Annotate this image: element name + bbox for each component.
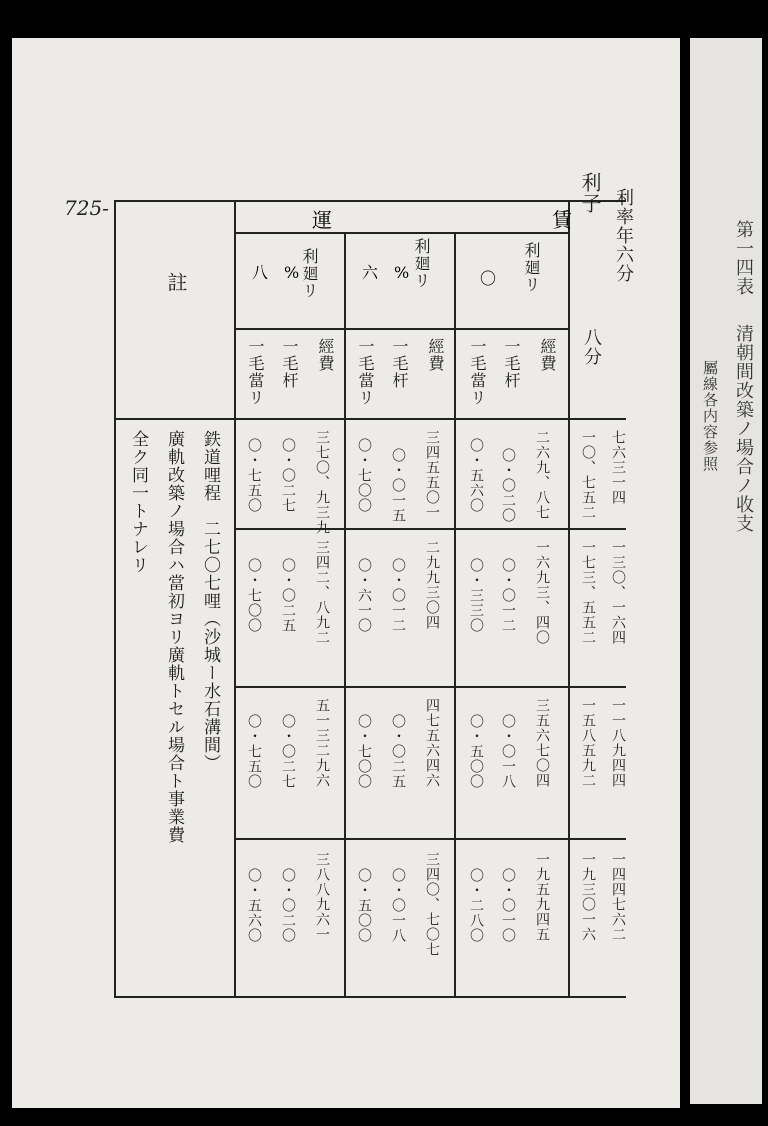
row3-g2-perton: 〇・五〇〇 — [356, 868, 372, 943]
note-heading: 註 — [164, 272, 188, 293]
row1-g1-perken: 〇・〇二五 — [280, 558, 296, 633]
side-text-2: 清朝間改築ノ場合ノ收支 — [733, 324, 754, 533]
row0-g1-expense: 三七〇、九三九 — [314, 430, 330, 535]
row2-g1-perton: 〇・七五〇 — [246, 714, 262, 789]
row1-g2-perken: 〇・〇一二 — [390, 558, 406, 633]
row0-g3-perton: 〇・五六〇 — [468, 438, 484, 513]
g1-perken-head: 一毛杆 — [280, 338, 299, 389]
row1-g2-perton: 〇・六一〇 — [356, 558, 372, 633]
g1-expense-head: 經費 — [316, 338, 335, 372]
row0-g3-expense: 二六九、八七 — [534, 430, 550, 520]
g2-perton-head: 一毛當リ — [356, 338, 375, 406]
row3-g2-perken: 〇・〇一八 — [390, 868, 406, 943]
row1-rate2: 一七三、五五二 — [580, 540, 596, 645]
row0-g2-perken: 〇・〇一五 — [390, 448, 406, 523]
group1-pct: 八 % — [252, 263, 300, 282]
rate-label: 利率年六分 — [613, 188, 634, 283]
g3-expense-head: 經費 — [538, 338, 557, 372]
row0-g1-perken: 〇・〇二七 — [280, 438, 296, 513]
row3-g1-perken: 〇・〇二〇 — [280, 868, 296, 943]
note-line-1: 鉄道哩程 二七〇七哩（沙城ー水石溝間） — [200, 430, 220, 772]
row2-g1-expense: 五一三二九六 — [314, 698, 330, 788]
rate-sub: 八分 — [581, 328, 602, 366]
row0-g3-perken: 〇・〇二〇 — [500, 448, 516, 523]
row1-g2-expense: 二九九三〇四 — [424, 540, 440, 630]
page-mark: 725- — [64, 196, 109, 220]
row3-g3-expense: 一九五九四五 — [534, 852, 550, 942]
group2-pct: 六 % — [362, 263, 410, 282]
note-line-2: 廣軌改築ノ場合ハ當初ヨリ廣軌トセル場合ト事業費 — [164, 430, 184, 844]
row0-rate: 七六三一四 — [610, 430, 626, 505]
row2-g3-expense: 三五六七〇四 — [534, 698, 550, 788]
row1-rate: 一三〇、一六四 — [610, 540, 626, 645]
g1-perton-head: 一毛當リ — [246, 338, 265, 406]
g3-perken-head: 一毛杆 — [502, 338, 521, 389]
row3-g2-expense: 三四〇、七〇七 — [424, 852, 440, 957]
g2-perken-head: 一毛杆 — [390, 338, 409, 389]
row2-g3-perton: 〇・五〇〇 — [468, 714, 484, 789]
row3-g3-perton: 〇・二八〇 — [468, 868, 484, 943]
row1-g3-perton: 〇・三三〇 — [468, 558, 484, 633]
row2-rate: 一一八九四四 — [610, 698, 626, 788]
group3-label: 利廻リ — [522, 242, 541, 293]
g3-perton-head: 一毛當リ — [468, 338, 487, 406]
row0-g2-perton: 〇・七〇〇 — [356, 438, 372, 513]
row2-g1-perken: 〇・〇二七 — [280, 714, 296, 789]
row3-g3-perken: 〇・〇一〇 — [500, 868, 516, 943]
row0-g2-expense: 三四五五〇一 — [424, 430, 440, 520]
row1-g1-perton: 〇・七〇〇 — [246, 558, 262, 633]
row2-g2-perken: 〇・〇二五 — [390, 714, 406, 789]
row2-rate2: 一五八五九二 — [580, 698, 596, 788]
row3-g1-perton: 〇・五六〇 — [246, 868, 262, 943]
row2-g3-perken: 〇・〇一八 — [500, 714, 516, 789]
row0-g1-perton: 〇・七五〇 — [246, 438, 262, 513]
row3-rate: 一四四七六二 — [610, 852, 626, 942]
group3-pct: 〇 — [480, 269, 497, 288]
row1-g3-expense: 一六九三、四〇 — [534, 540, 550, 645]
row0-rate2: 一〇、七五二 — [580, 430, 596, 520]
group1-label: 利廻リ — [300, 248, 319, 299]
row1-g1-expense: 三四二、八九二 — [314, 540, 330, 645]
g2-expense-head: 經費 — [426, 338, 445, 372]
group2-label: 利廻リ — [412, 238, 431, 289]
document-page — [12, 38, 680, 1108]
row1-g3-perken: 〇・〇一二 — [500, 558, 516, 633]
side-text-3: 屬線各内容参照 — [701, 360, 719, 472]
row3-rate2: 一九三〇一六 — [580, 852, 596, 942]
row2-g2-expense: 四七五六四六 — [424, 698, 440, 788]
note-line-3: 全ク同一トナレリ — [128, 430, 148, 574]
interest-label: 利子 — [578, 172, 602, 214]
freight-heading: 運 賃 — [312, 208, 672, 232]
row3-g1-expense: 三八八九六一 — [314, 852, 330, 942]
adjacent-page-strip — [690, 38, 762, 1104]
row2-g2-perton: 〇・七〇〇 — [356, 714, 372, 789]
side-text-1: 第一四表 — [733, 220, 754, 296]
